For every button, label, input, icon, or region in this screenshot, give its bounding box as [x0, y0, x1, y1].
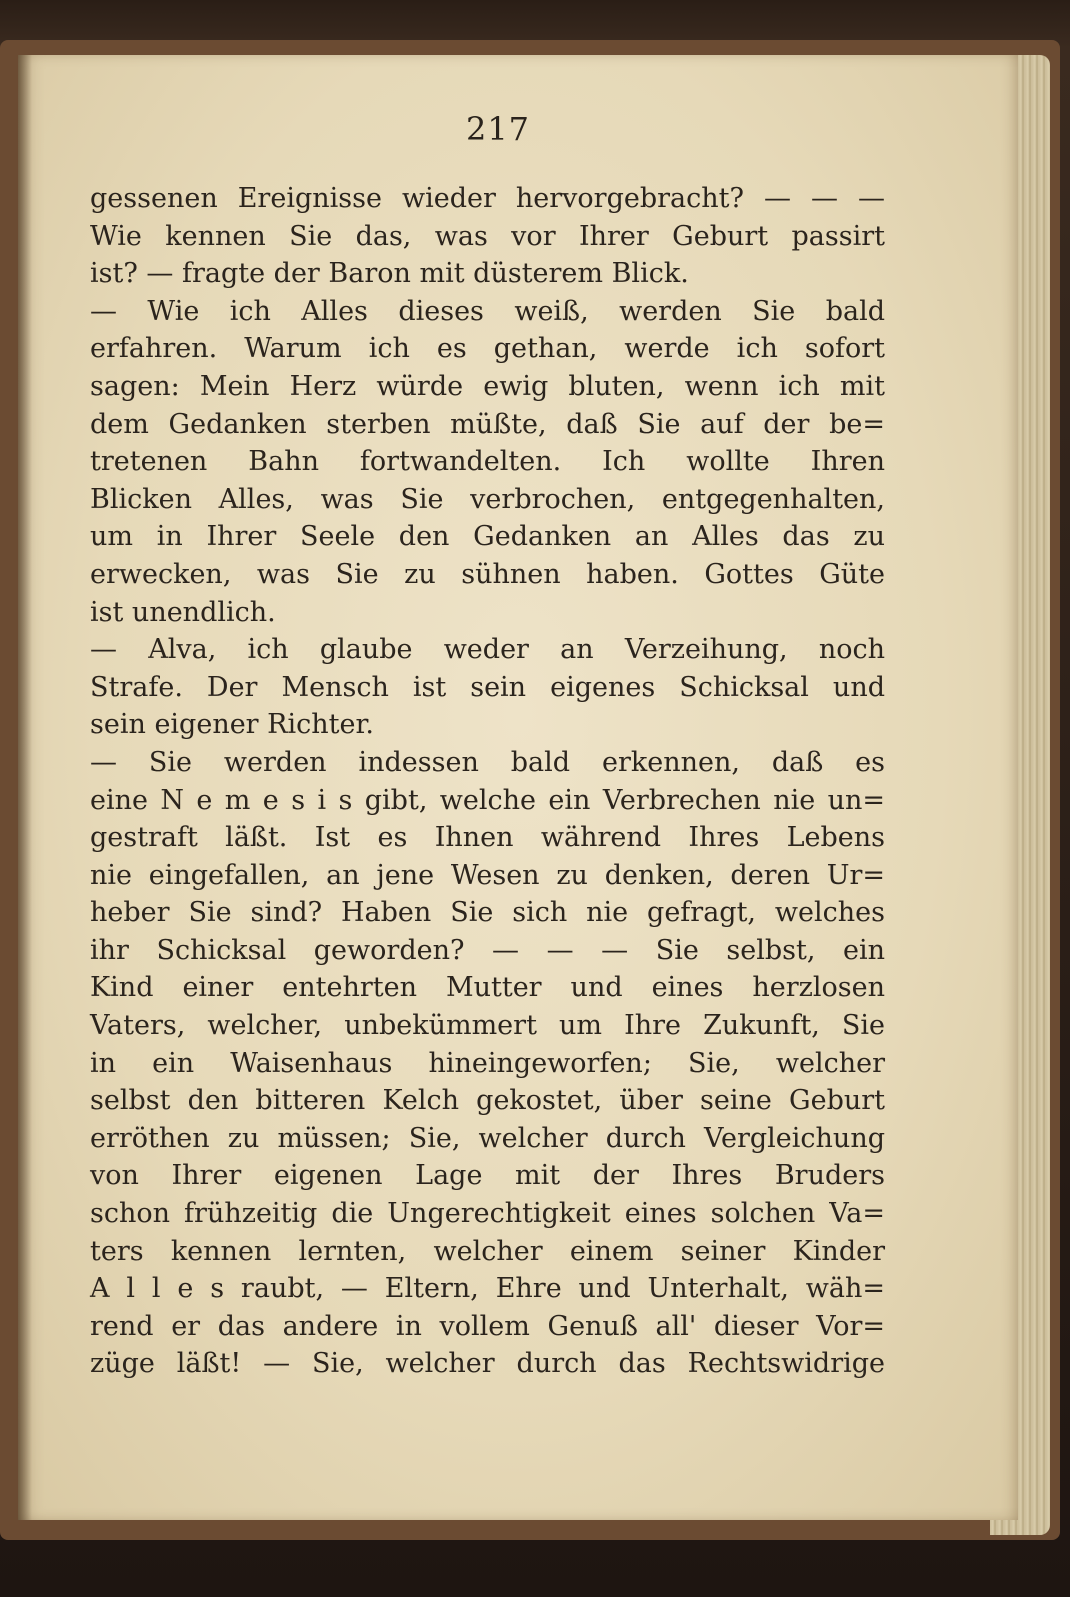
text-line: Blicken Alles, was Sie verbrochen, entgegenhalten,	[90, 483, 885, 515]
text-line: rend er das andere in vollem Genuß all' dieser Vor=	[90, 1310, 885, 1342]
text-line: A l l e s raubt, — Eltern, Ehre und Unterhalt, wäh=	[90, 1273, 885, 1305]
text-line: erröthen zu müssen; Sie, welcher durch Vergleichung	[90, 1122, 885, 1154]
text-line: erwecken, was Sie zu sühnen haben. Gottes Güte	[90, 558, 885, 590]
text-line: ters kennen lernten, welcher einem seiner Kinder	[90, 1235, 885, 1267]
text-line: ist? — fragte der Baron mit düsterem Blick.	[90, 258, 689, 290]
text-line: — Alva, ich glaube weder an Verzeihung, noch	[90, 634, 885, 666]
text-line: gestraft läßt. Ist es Ihnen während Ihres Lebens	[90, 822, 885, 854]
text-line: dem Gedanken sterben müßte, daß Sie auf der be=	[90, 408, 885, 440]
text-line: in ein Waisenhaus hineingeworfen; Sie, welcher	[90, 1047, 885, 1079]
text-line: tretenen Bahn fortwandelten. Ich wollte Ihren	[90, 446, 885, 478]
text-line: sagen: Mein Herz würde ewig bluten, wenn ich mit	[90, 370, 885, 402]
text-line: — Sie werden indessen bald erkennen, daß es	[90, 746, 885, 778]
text-line: ist unendlich.	[90, 596, 276, 628]
spine-shadow	[18, 55, 32, 1520]
text-line: Vaters, welcher, unbekümmert um Ihre Zukunft, Sie	[90, 1010, 885, 1042]
text-line: züge läßt! — Sie, welcher durch das Rechtswidrige	[90, 1348, 885, 1380]
text-line: erfahren. Warum ich es gethan, werde ich sofort	[90, 333, 885, 365]
text-line: ihr Schicksal geworden? — — — Sie selbst, ein	[90, 934, 885, 966]
text-line: gessenen Ereignisse wieder hervorgebracht? — — —	[90, 183, 885, 214]
text-line: — Wie ich Alles dieses weiß, werden Sie bald	[90, 295, 885, 327]
text-line: selbst den bitteren Kelch gekostet, über seine Geburt	[90, 1085, 885, 1117]
text-line: von Ihrer eigenen Lage mit der Ihres Bruders	[90, 1160, 885, 1192]
text-line: Strafe. Der Mensch ist sein eigenes Schicksal und	[90, 671, 885, 703]
page-text	[90, 180, 885, 1383]
text-line: um in Ihrer Seele den Gedanken an Alles das zu	[90, 521, 885, 553]
text-line: Wie kennen Sie das, was vor Ihrer Geburt passirt	[90, 220, 885, 252]
text-line: nie eingefallen, an jene Wesen zu denken, deren Ur=	[90, 859, 885, 891]
text-line: Kind einer entehrten Mutter und eines herzlosen	[90, 972, 885, 1004]
text-line: sein eigener Richter.	[90, 709, 375, 741]
page-number: 217	[465, 110, 531, 148]
text-line: eine N e m e s i s gibt, welche ein Verbrechen nie un=	[90, 784, 885, 816]
text-line: schon frühzeitig die Ungerechtigkeit eines solchen Va=	[90, 1198, 885, 1230]
text-line: heber Sie sind? Haben Sie sich nie gefragt, welches	[90, 897, 885, 929]
